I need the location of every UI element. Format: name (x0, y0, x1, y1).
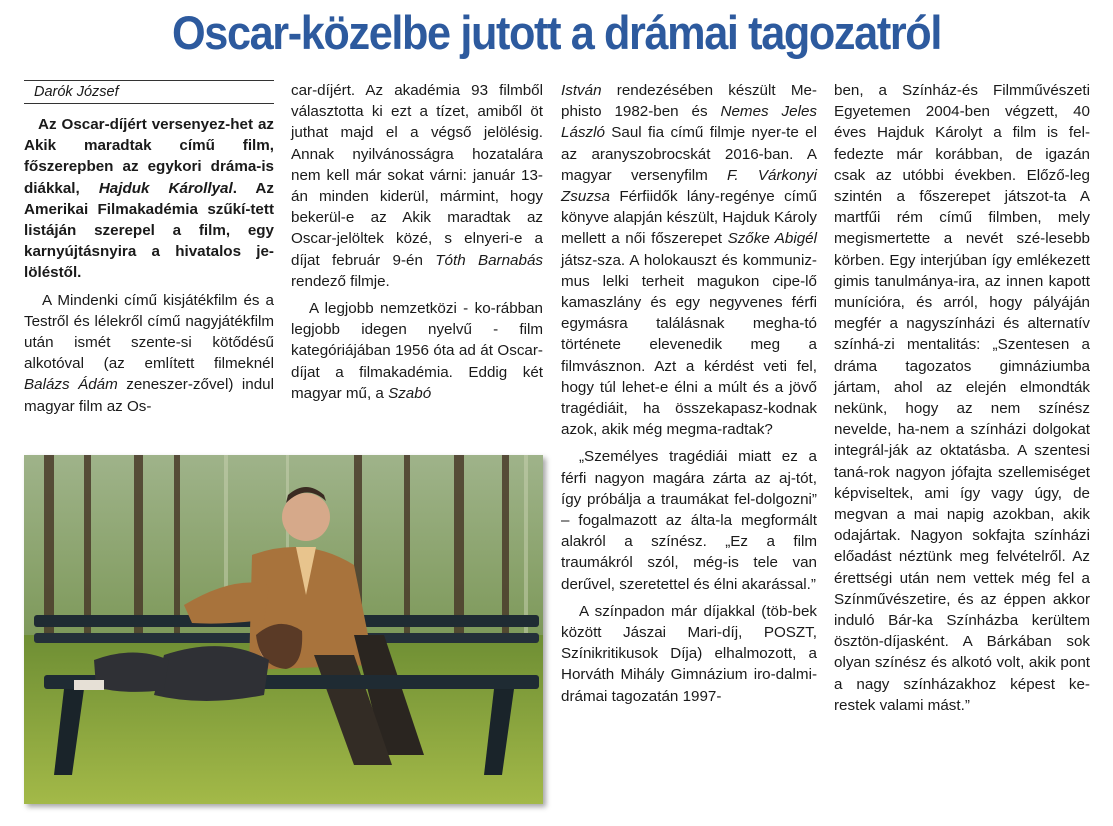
paragraph-text: játsz-sza. A holokauszt és kommuniz-mus lelki terheit magukon cipe-lő kamaszlány és egy negyvenes férfi egymásra találásnak megha-tó története elevenedik meg a filmvásznon. Azt a kérdést veti fel, hogy túl lehet-e élni a múlt és a jövő tragédiáit, ha összekapasz-kodnak azok, akik még megma-radtak? (561, 251, 817, 439)
paragraph (291, 298, 543, 404)
quote-paragraph: „Személyes tragédiái miatt ez a férfi nagyon magára zárta az aj-tót, így próbálja a traumákat fel-dolgozni” – fogalmazott az álta-la megformált alakról a színész. „Ez a film traumákról szól, még-is tele van derűvel, szeretettel és élni akarással.” (561, 448, 817, 593)
paragraph (561, 80, 817, 440)
paragraph-text: A Mindenki című kisjátékfilm és a Testről és lélekről című nagyjátékfilm után ismét szente-si kötődésű alkotóval (az említett filmeknél (24, 291, 274, 373)
paragraph: ben, a Színház-és Filmművészeti Egyetemen 2004-ben végzett, 40 éves Hajduk Károlyt a film is fel-fedezte már korábban, de igazán csak az utóbbi években. Előző-leg szintén a főszerepet játszot-ta A martfűi rém című filmben, mely megismertette a nevét szé-lesebb körben. Egy interjúban így emlékezett gimis tanulmánya-ira, az innen kapott munícióra, és arról, hogy pályáján megfér a nagyszínházi és alternatív színhá-zi mentalitás: „Szentesen a dráma tagozatos gimnáziumba jártam, ahol az elején elmondták nekünk, hogy az nem színész nevelde, ha-nem a színházi dolgokat integrál-ják az oktatásba. A szentesi taná-rok nagyon jófajta szellemiséget képviseltek, ami így vagy úgy, de megvan a mai napig azokban, akik odajártak. Nagyon sokfajta színházi előadást néztünk meg felvételről. Az érettségi után nem vettek még fel a Színművészetire, és az éppen akkor induló Bár-ka Színházba kerültem ösztön-díjasként. A Bárkában sok olyan színész és alkotó volt, akik pont a nagy színházakhoz képest ke-restek valami mást.” (834, 82, 1090, 714)
byline: Darók József (24, 80, 274, 104)
article-column-4 (834, 80, 1090, 716)
paragraph-text: Férfiidők lány-regénye című könyve alapján készült, Hajduk Károly mellett a női főszerepet (561, 188, 817, 248)
paragraph-text: rendező filmje. (291, 272, 390, 290)
article-headline: Oscar-közelbe jutott a drámai tagozatról (172, 6, 941, 59)
paragraph: A színpadon már díjakkal (töb-bek között Jászai Mari-díj, POSZT, Színikritikusok Díja) elhalmozott, a Horváth Mihály Gimnázium iro-dalmi-drámai tagozatán 1997- (561, 602, 817, 705)
lead-text-2: . Az Amerikai Filmakadémia szűkí-tett listáján szerepel a film, egy karnyújtásnyira a hivatalos je-löléstől. (24, 179, 274, 282)
lead-name: Hajduk Károllyal (98, 179, 233, 197)
person-name: F. Várkonyi Zsuzsa (561, 166, 817, 206)
article-column-2 (291, 80, 543, 404)
film-still-photo (24, 455, 543, 804)
film-still-bench-photo-icon (24, 455, 543, 804)
paragraph-text: A legjobb nemzetközi - ko-rábban legjobb idegen nyelvű - film kategóriájában 1956 óta ad át Oscar-díjat a filmakadémia. Eddig két magyar mű, a (291, 300, 543, 402)
person-name: István (561, 82, 602, 99)
lead-text-1: Az Oscar-díjért versenyez-het az Akik maradtak című film, főszerepben az egykori dráma-is diákkal, (24, 116, 274, 197)
person-name: Szőke Abigél (727, 230, 817, 248)
paragraph-text: Saul fia című filmje nyer-te el az aranyszobrocskát 2016-ban. A magyar versenyfilm (561, 124, 817, 184)
lead-paragraph (24, 114, 274, 284)
person-name: Szabó (388, 384, 432, 402)
article-column-1 (24, 80, 274, 417)
paragraph (24, 290, 274, 417)
paragraph-text: car-díjért. Az akadémia 93 filmből választotta ki ezt a tízet, amiből öt juthat majd el a végső jelölésig. Annak nyilvánosságra hozatalára nem kell már sokat várni: január 13-án minden kiderül, mármint, hogy bekerül-e az Akik maradtak az Oscar-jelöltek közé, s elnyeri-e a díjat február 9-én (291, 82, 543, 269)
person-name: Tóth Barnabás (435, 251, 543, 269)
person-name: Balázs Ádám (24, 376, 118, 394)
paragraph-text: zeneszer-zővel) indul magyar film az Os- (24, 376, 274, 415)
person-name: Nemes Jeles László (561, 103, 817, 142)
paragraph (291, 80, 543, 292)
paragraph-text: rendezésében készült Me-phisto 1982-ben és (561, 82, 817, 121)
article-column-3 (561, 80, 817, 707)
